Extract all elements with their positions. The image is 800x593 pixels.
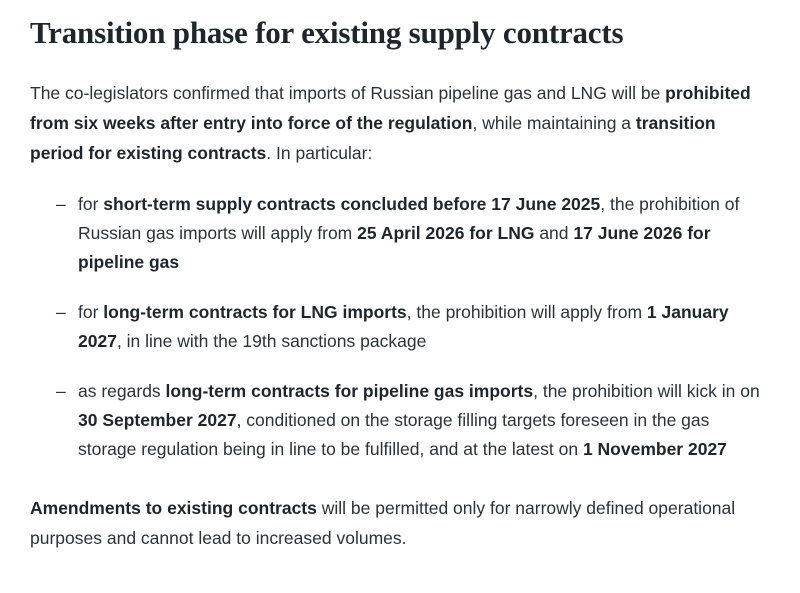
bullet-marker: – bbox=[56, 302, 66, 322]
bullet-list bbox=[30, 190, 770, 464]
bullet-bold-1: short-term supply contracts concluded before 17 June 2025 bbox=[103, 194, 601, 214]
closing-paragraph bbox=[30, 493, 770, 553]
bullet-text-1: for bbox=[78, 302, 104, 322]
intro-paragraph bbox=[30, 78, 770, 168]
list-item bbox=[56, 377, 770, 464]
bullet-text-2: , the prohibition will apply from bbox=[406, 302, 647, 322]
list-item bbox=[56, 298, 770, 356]
intro-text-1: The co-legislators confirmed that imports of Russian pipeline gas and LNG will be bbox=[30, 83, 666, 103]
intro-text-2: , while maintaining a bbox=[472, 113, 636, 133]
list-item bbox=[56, 190, 770, 277]
bullet-marker: – bbox=[56, 381, 66, 401]
bullet-bold-1: long-term contracts for LNG imports bbox=[103, 302, 407, 322]
bullet-text-1: for bbox=[78, 194, 104, 214]
intro-bold-2: transition period for existing contracts bbox=[30, 113, 716, 163]
bullet-bold-2: 1 January 2027 bbox=[78, 302, 729, 351]
closing-text-1: will be permitted only for narrowly defined operational purposes and cannot lead to increased volumes. bbox=[30, 498, 736, 548]
bullet-text-2: , the prohibition will kick in on bbox=[533, 381, 760, 401]
bullet-bold-3: 17 June 2026 for pipeline gas bbox=[78, 223, 711, 272]
bullet-text-1: as regards bbox=[78, 381, 166, 401]
intro-text-3: . In particular: bbox=[266, 143, 373, 163]
bullet-bold-2: 25 April 2026 for LNG bbox=[357, 223, 535, 243]
bullet-bold-2: 30 September 2027 bbox=[78, 410, 237, 430]
bullet-marker: – bbox=[56, 194, 66, 214]
bullet-text-2: , the prohibition of Russian gas imports will apply from bbox=[78, 194, 740, 243]
bullet-text-3: and bbox=[534, 223, 574, 243]
bullet-bold-1: long-term contracts for pipeline gas imports bbox=[165, 381, 534, 401]
bullet-text-3: , conditioned on the storage filling targets foreseen in the gas storage regulation being in line to be fulfilled, and at the latest on bbox=[78, 410, 710, 459]
closing-bold-1: Amendments to existing contracts bbox=[30, 498, 317, 518]
bullet-bold-3: 1 November 2027 bbox=[582, 439, 727, 459]
page-title: Transition phase for existing supply contracts bbox=[30, 15, 624, 50]
bullet-text-3: , in line with the 19th sanctions package bbox=[116, 331, 427, 351]
intro-bold-1: prohibited from six weeks after entry into force of the regulation bbox=[30, 83, 751, 133]
